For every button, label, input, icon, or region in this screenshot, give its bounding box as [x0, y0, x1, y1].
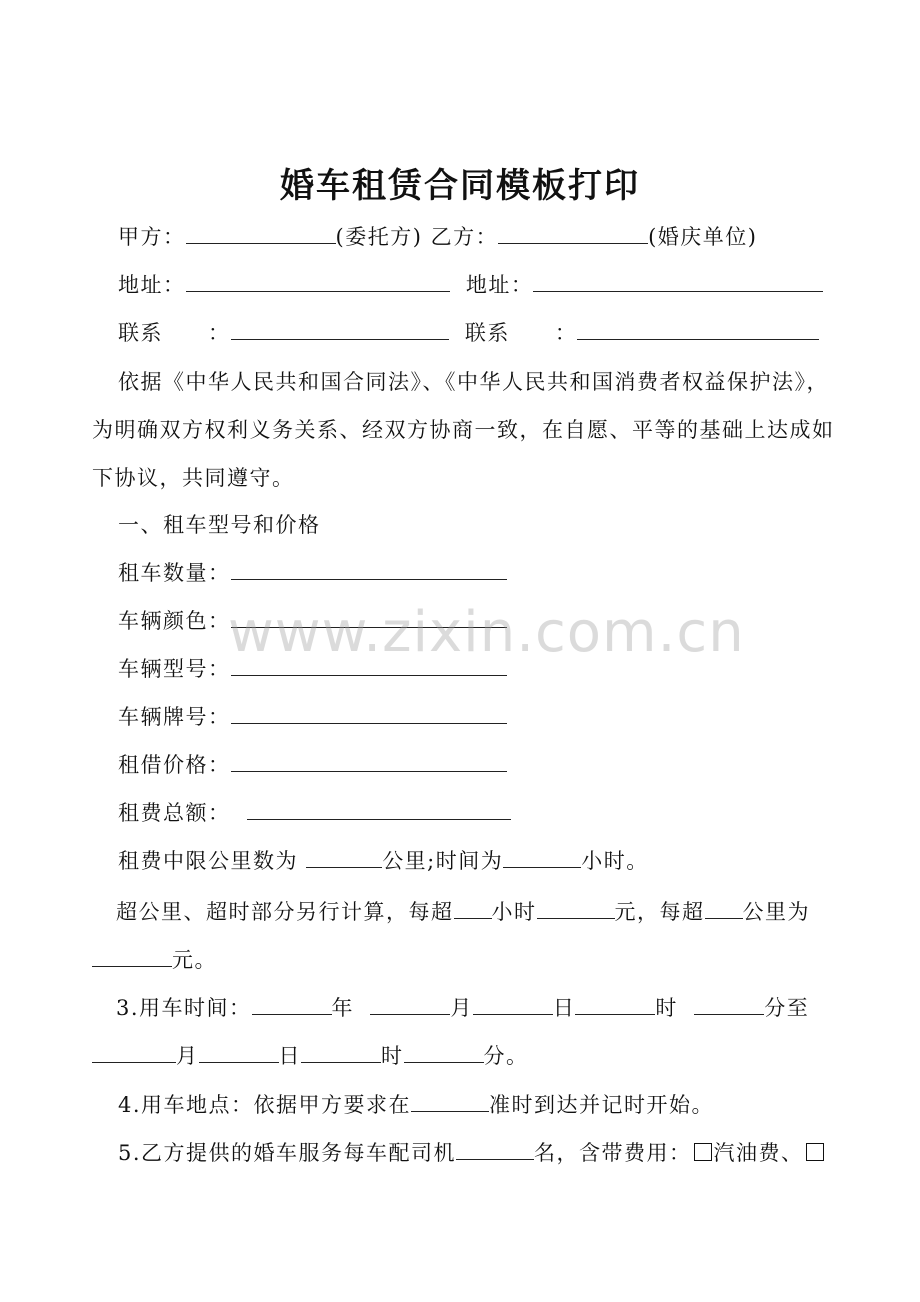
section-1-heading: 一、租车型号和价格 — [118, 513, 321, 537]
day-2-text: 日 — [278, 1044, 301, 1068]
hour-text: 时 — [655, 996, 678, 1020]
checkbox-icon — [694, 1143, 712, 1161]
item-5-line — [118, 1138, 826, 1168]
field-rental-price — [118, 750, 507, 780]
address-a-label: 地址： — [118, 273, 186, 297]
field-blank — [231, 559, 507, 580]
party-a-note: (委托方) — [335, 225, 423, 249]
field-blank — [247, 799, 511, 820]
contact-line — [118, 318, 819, 348]
month-2-text: 月 — [176, 1044, 199, 1068]
day-blank — [473, 994, 553, 1015]
overtime-text-1: 超公里、超时部分另行计算，每超 — [116, 900, 454, 924]
month-2-blank — [92, 1042, 176, 1063]
overtime-text-5: 元。 — [172, 948, 217, 972]
mileage-text-2: 公里;时间为 — [382, 849, 504, 873]
day-text: 日 — [552, 996, 576, 1020]
field-blank — [231, 751, 507, 772]
party-b-note: (婚庆单位) — [648, 225, 758, 249]
year-blank — [252, 994, 332, 1015]
minute-2-blank — [404, 1042, 484, 1063]
mileage-text-1: 租费中限公里数为 — [118, 849, 298, 873]
intro-paragraph: 依据《中华人民共和国合同法》、《中华人民共和国消费者权益保护法》，为明确双方权利义务关系、经双方协商一致，在自愿、平等的基础上达成如下协议，共同遵守。 — [92, 370, 835, 490]
item-3-label: 3.用车时间： — [116, 996, 252, 1020]
overtime-km-blank — [705, 898, 743, 919]
address-a-blank — [186, 271, 450, 292]
item-4-text-1: 4.用车地点：依据甲方要求在 — [118, 1093, 412, 1117]
watermark: www.zixin.com.cn — [228, 600, 745, 665]
party-line — [118, 222, 757, 252]
party-a-blank — [186, 223, 336, 244]
contact-b-label: 联系 ： — [464, 321, 578, 345]
month-text: 月 — [450, 996, 473, 1020]
document-title: 婚车租赁合同模板打印 — [280, 166, 640, 206]
item-4-location-blank — [411, 1091, 489, 1112]
minute-blank — [694, 994, 764, 1015]
mileage-text-3: 小时。 — [581, 849, 649, 873]
item-5-text-3: 汽油费、 — [713, 1141, 804, 1165]
overtime-text-3: 元，每超 — [614, 900, 705, 924]
item-4-text-2: 准时到达并记时开始。 — [489, 1093, 715, 1117]
minute-to-text: 分至 — [764, 996, 810, 1020]
mileage-hours-blank — [503, 847, 581, 868]
field-label: 租车数量： — [118, 561, 231, 585]
checkbox-icon — [806, 1143, 824, 1161]
field-blank — [231, 703, 507, 724]
field-label: 租借价格： — [118, 753, 231, 777]
party-b-label: 乙方： — [430, 225, 499, 249]
hour-2-blank — [301, 1042, 381, 1063]
field-plate-number — [118, 702, 507, 732]
field-label: 车辆颜色： — [118, 609, 231, 633]
field-label: 租费总额： — [118, 801, 231, 825]
address-b-label: 地址： — [465, 273, 534, 297]
overtime-hour-fee-blank — [537, 898, 615, 919]
overtime-hours-blank — [454, 898, 492, 919]
contact-a-blank — [231, 319, 449, 340]
field-total-fee — [118, 798, 511, 828]
minute-2-text: 分。 — [483, 1044, 529, 1068]
contact-b-blank — [577, 319, 819, 340]
overtime-text-4: 公里为 — [742, 900, 810, 924]
item-5-driver-blank — [456, 1139, 534, 1160]
overtime-text-2: 小时 — [491, 900, 537, 924]
field-rental-quantity — [118, 558, 507, 588]
address-line — [118, 270, 823, 300]
item-5-text-2: 名，含带费用： — [534, 1141, 692, 1165]
mileage-km-blank — [306, 847, 382, 868]
overtime-paragraph — [92, 888, 837, 984]
party-a-label: 甲方： — [118, 225, 186, 249]
party-b-blank — [498, 223, 648, 244]
field-label: 车辆牌号： — [118, 705, 231, 729]
month-blank — [370, 994, 450, 1015]
field-label: 车辆型号： — [118, 657, 231, 681]
contact-a-label: 联系 ： — [118, 321, 231, 345]
item-5-text-1: 5.乙方提供的婚车服务每车配司机 — [118, 1141, 457, 1165]
item-3-paragraph — [92, 984, 837, 1080]
address-b-blank — [533, 271, 823, 292]
hour-blank — [575, 994, 655, 1015]
mileage-line — [118, 846, 649, 876]
year-text: 年 — [331, 996, 355, 1020]
day-2-blank — [199, 1042, 279, 1063]
hour-2-text: 时 — [381, 1044, 404, 1068]
overtime-km-fee-blank — [92, 946, 172, 967]
item-4-line — [118, 1090, 714, 1120]
